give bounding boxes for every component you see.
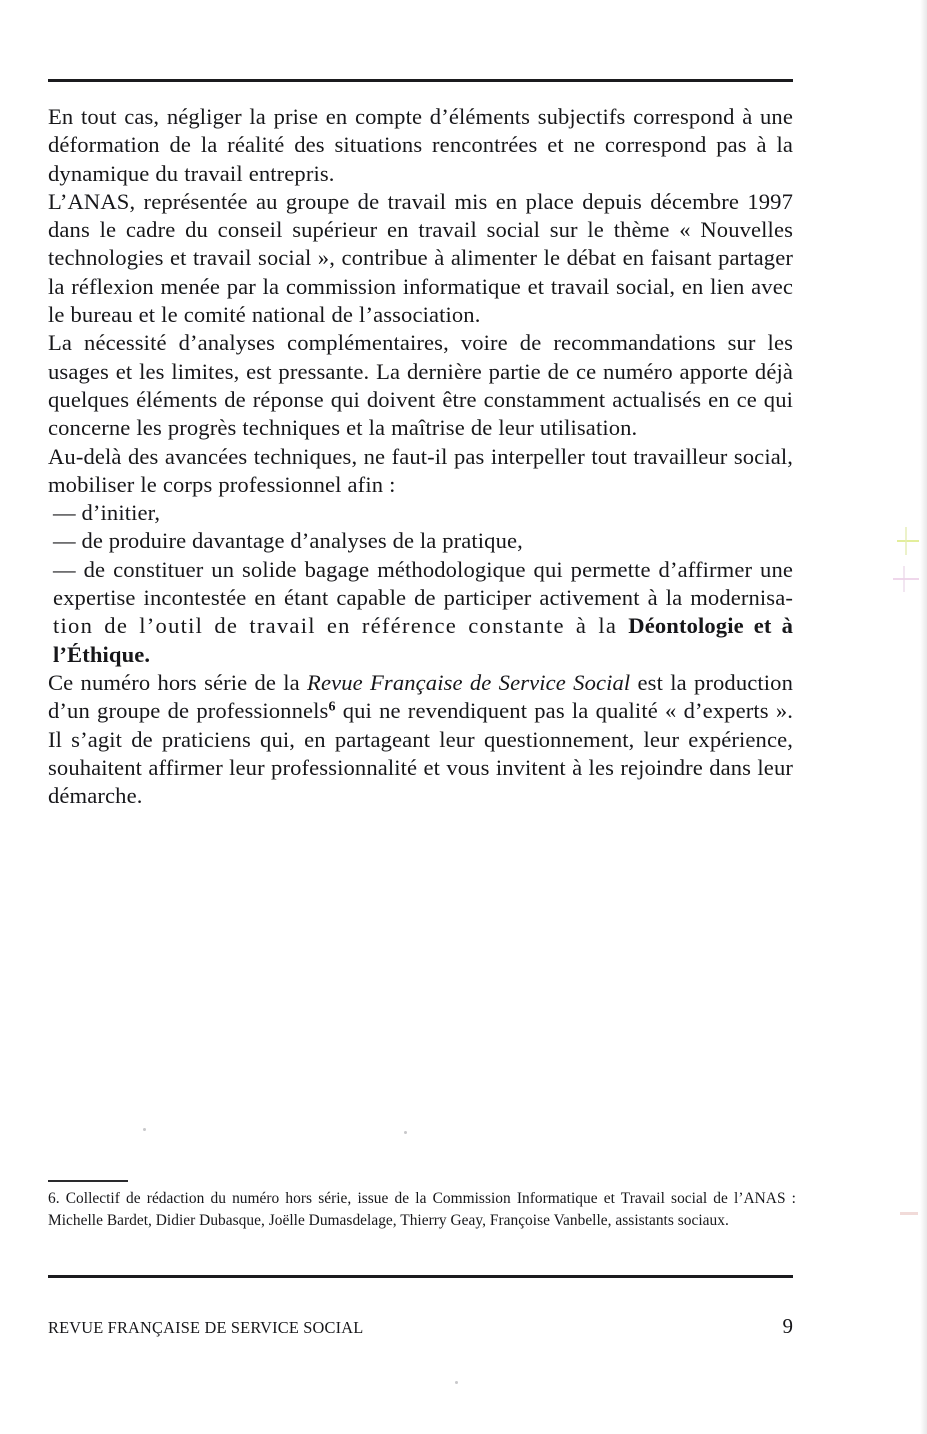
list-item-constituer-spaced-line: tion de l’outil de travail en référence constante à la <box>53 613 629 639</box>
footnote-separator-rule <box>48 1180 128 1182</box>
scan-speck <box>143 1128 146 1131</box>
final-paragraph <box>48 669 793 810</box>
scan-artifact-mark <box>903 566 905 592</box>
body-text-column <box>48 103 793 810</box>
scan-artifact-mark <box>905 527 907 555</box>
list-item-constituer-lead: — de constituer un solide bagage méthodologique qui permette d’affirmer une expertise incontestée en étant capable de participer activement à la modernisa- <box>53 556 793 611</box>
header-rule <box>48 79 793 82</box>
bold-ethique: l’Éthique. <box>53 641 151 667</box>
scan-artifact-mark <box>900 1212 918 1215</box>
footer-rule <box>48 1275 793 1278</box>
footnote-text: 6. Collectif de rédaction du numéro hors série, issue de la Commission Informatique et Travail social de l’ANAS : Michelle Bardet, Didier Dubasque, Joëlle Dumasdelage, Thierry Geay, Françoise Vanbelle, assistants sociaux. <box>48 1190 796 1229</box>
list-item-produire: — de produire davantage d’analyses de la pratique, <box>53 528 523 554</box>
page-footer <box>48 1314 793 1339</box>
paragraph-2: L’ANAS, représentée au groupe de travail mis en place depuis décembre 1997 dans le cadre du conseil supérieur en travail social sur le thème « Nouvelles technologies et travail social », contribue à alimenter le débat en faisant partager la réflexion menée par la commission informatique et travail social, en lien avec le bureau et le comité national de l’association. <box>48 188 793 328</box>
final-paragraph-part3: qui ne revendiquent pas la qualité « d’experts ». Il s’agit de praticiens qui, en partageant leur questionnement, leur expérience, souhaitent affirmer leur professionnalité et vous invitent à les rejoindre dans leur démarche. <box>48 698 794 809</box>
page-number: 9 <box>782 1314 793 1338</box>
paragraph-3: La nécessité d’analyses complémentaires, voire de recommandations sur les usages et les limites, est pressante. La dernière partie de ce numéro apporte déjà quelques éléments de réponse qui doivent être constamment actualisés en ce qui concerne les progrès techniques et la maîtrise de leur utilisation. <box>48 330 793 441</box>
scan-speck <box>455 1381 458 1384</box>
bold-deontologie: Déontologie et à <box>628 613 793 639</box>
list-item-initier: — d’initier, <box>53 500 161 526</box>
footnote-reference-6[interactable]: 6 <box>328 699 336 715</box>
scan-artifact-mark <box>897 540 919 542</box>
page-edge-shadow <box>920 0 927 1434</box>
scan-artifact-mark <box>893 578 919 580</box>
journal-title-italic: Revue Française de Service Social <box>307 669 631 695</box>
paragraph-4: Au-delà des avancées techniques, ne faut-il pas interpeller tout travailleur social, mobiliser le corps professionnel afin : <box>48 443 793 497</box>
list-item-constituer <box>48 556 793 669</box>
scan-speck <box>404 1131 407 1134</box>
paragraph-1: En tout cas, négliger la prise en compte d’éléments subjectifs correspond à une déformation de la réalité des situations rencontrées et ne correspond pas à la dynamique du travail entrepris. <box>48 104 793 186</box>
final-paragraph-part1: Ce numéro hors série de la <box>48 669 308 695</box>
footer-journal-title: REVUE FRANÇAISE DE SERVICE SOCIAL <box>48 1318 364 1337</box>
final-paragraph-part2: est la production d’un groupe de professionnels <box>48 669 793 724</box>
